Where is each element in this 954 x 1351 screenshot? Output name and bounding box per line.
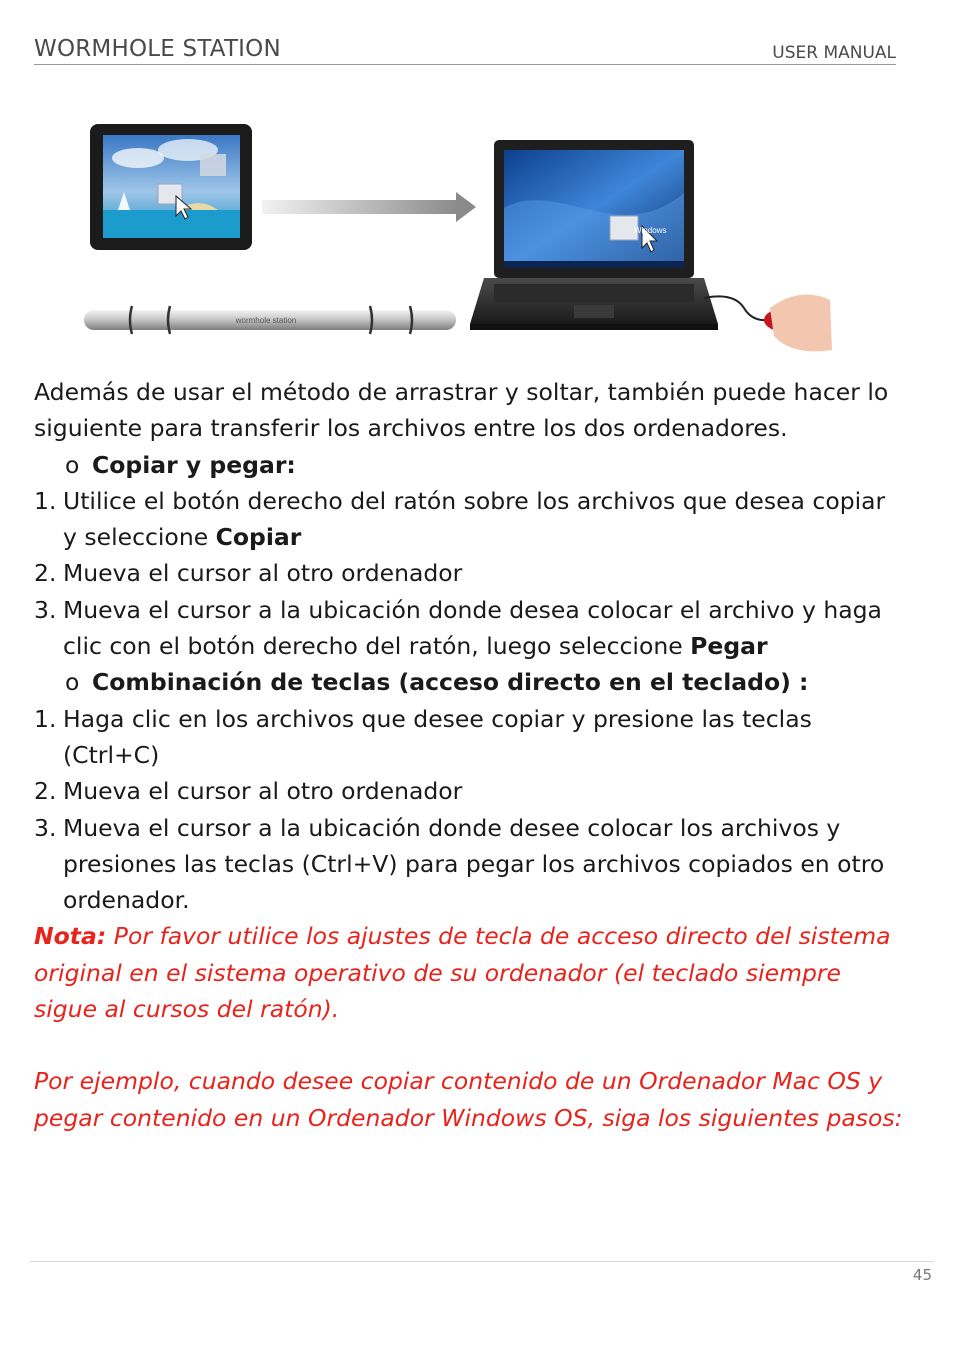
list-item: 1. Haga clic en los archivos que desee copiar y presione las teclas (Ctrl+C)	[34, 704, 812, 769]
bullet-marker: o	[65, 450, 80, 479]
laptop-icon	[470, 140, 718, 330]
example-paragraph: Por ejemplo, cuando desee copiar contenido de un Ordenador Mac OS y pegar contenido en un Ordenador Windows OS, siga los siguientes pasos:	[34, 1067, 903, 1132]
tablet-icon	[90, 124, 252, 250]
header-title: WORMHOLE STATION	[34, 36, 281, 62]
wormhole-illustration	[58, 98, 832, 370]
list-item: 3. Mueva el cursor a la ubicación donde desea colocar el archivo y haga clic con el botón derecho del ratón, luego seleccione Pegar	[34, 595, 882, 661]
note-label: Nota:	[34, 922, 107, 951]
footer-divider	[30, 1261, 934, 1262]
list-item: 1. Utilice el botón derecho del ratón sobre los archivos que desea copiar y seleccione Copiar	[34, 486, 886, 552]
list-item: 2. Mueva el cursor al otro ordenador	[34, 559, 463, 588]
intro-paragraph: Además de usar el método de arrastrar y soltar, también puede hacer lo siguiente para transferir los archivos entre los dos ordenadores.	[34, 378, 889, 443]
list-item: 2. Mueva el cursor al otro ordenador	[34, 777, 463, 806]
note-paragraph: Nota: Por favor utilice los ajustes de tecla de acceso directo del sistema original en el sistema operativo de su ordenador (el teclado siempre sigue al cursos del ratón).	[34, 922, 891, 1024]
header-section: USER MANUAL	[772, 43, 896, 63]
device-label: wormhole station	[235, 316, 297, 325]
bullet-marker: o	[65, 668, 80, 697]
section-title: Copiar y pegar:	[92, 450, 296, 479]
section-copy-paste-heading	[34, 447, 904, 483]
section-shortcut-heading	[34, 664, 904, 700]
page-header	[34, 36, 896, 65]
hand-icon	[770, 295, 832, 352]
arrow-right-icon	[262, 192, 476, 222]
wormhole-station-device	[84, 306, 456, 334]
os-badge: Windows	[634, 226, 667, 235]
list-item: 3. Mueva el cursor a la ubicación donde desee colocar los archivos y presiones las teclas (Ctrl+V) para pegar los archivos copiados en otro ordenador.	[34, 813, 885, 915]
page-content	[34, 374, 904, 1136]
page-number: 45	[912, 1266, 932, 1284]
section-title: Combinación de teclas (acceso directo en el teclado) :	[92, 668, 809, 697]
